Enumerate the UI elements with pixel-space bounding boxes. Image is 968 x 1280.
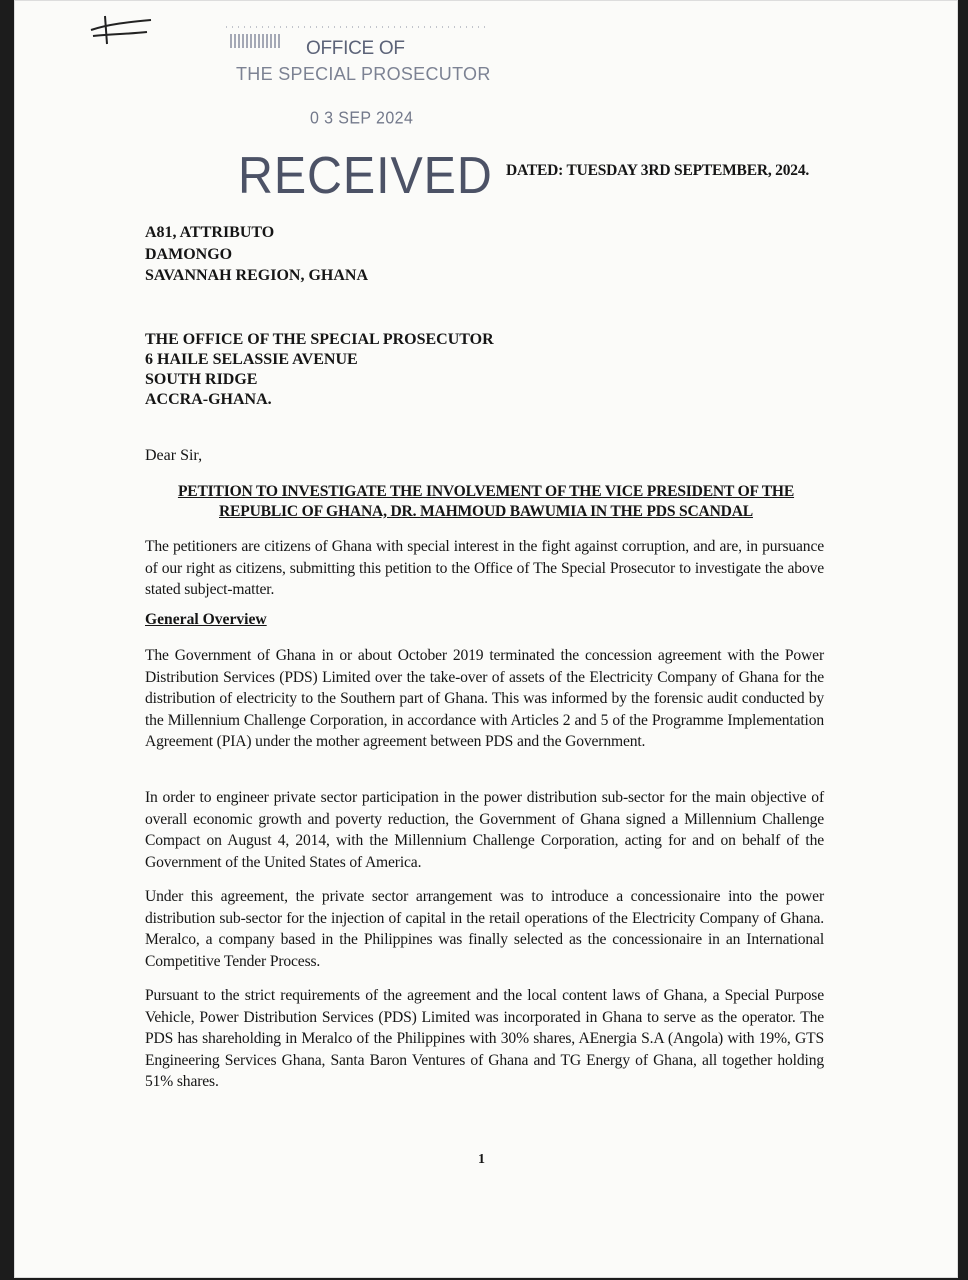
body-paragraph: Pursuant to the strict requirements of the agreement and the local content laws of Ghana, a Special Purpose Vehicle, Power Distribution Services (PDS) Limited was incorporated in Ghana to serve as the operator. The PDS has shareholding in Meralco of the Philippines with 30% shares, AEnergia S.A (Angola) with 19%, GTS Engineering Services Ghana, Santa Baron Ventures of Ghana and TG Energy of Ghana, all together holding 51% shares.	[145, 987, 824, 1090]
body-paragraph: Under this agreement, the private sector arrangement was to introduce a concessionaire into the power distribution sub-sector for the injection of capital in the retail operations of the Electricity Company of Ghana. Meralco, a company based in the Philippines was finally selected as the concessionaire in an International Competitive Tender Process.	[145, 888, 824, 970]
body-paragraph: The Government of Ghana in or about October 2019 terminated the concession agreement with the Power Distribution Services (PDS) Limited over the take-over of assets of the Electricity Company of Ghana for the distribution of electricity to the Southern part of Ghana. This was informed by the forensic audit conducted by the Millennium Challenge Corporation, in accordance with Articles 2 and 5 of the Programme Implementation Agreement (PIA) under the mother agreement between PDS and the Government.	[145, 647, 824, 750]
stamp-date: 0 3 SEP 2024	[310, 109, 414, 128]
body-paragraph: In order to engineer private sector participation in the power distribution sub-sector for the main objective of overall economic growth and poverty reduction, the Government of Ghana signed a Millennium Challenge Compact on August 4, 2014, with the Millennium Challenge Corporation, acting for and on behalf of the Government of the United States of America.	[145, 789, 824, 871]
sender-line: SAVANNAH REGION, GHANA	[145, 267, 368, 284]
stamp-smudge	[230, 34, 282, 48]
letter-date: DATED: TUESDAY 3RD SEPTEMBER, 2024.	[506, 162, 810, 179]
sender-address	[145, 222, 368, 287]
sender-line: DAMONGO	[145, 245, 233, 263]
page-number: 1	[478, 1152, 485, 1167]
recipient-line: 6 HAILE SELASSIE AVENUE	[145, 351, 358, 368]
recipient-line: SOUTH RIDGE	[145, 371, 258, 388]
stamp-office-line2: THE SPECIAL PROSECUTOR	[236, 64, 491, 84]
section-heading: General Overview	[145, 611, 267, 628]
subject-heading: PETITION TO INVESTIGATE THE INVOLVEMENT OF THE VICE PRESIDENT OF THE REPUBLIC OF GHANA, DR. MAHMOUD BAWUMIA IN THE PDS SCANDAL	[177, 483, 795, 520]
document-page	[14, 0, 958, 1278]
stamp-received: RECEIVED	[238, 147, 493, 205]
salutation: Dear Sir,	[145, 447, 203, 464]
sender-line: A81, ATTRIBUTO	[145, 224, 275, 241]
recipient-address	[145, 330, 494, 410]
recipient-line: THE OFFICE OF THE SPECIAL PROSECUTOR	[145, 331, 494, 348]
recipient-line: ACCRA-GHANA.	[145, 391, 272, 408]
handwritten-mark	[89, 10, 153, 46]
intro-paragraph: The petitioners are citizens of Ghana with special interest in the fight against corruption, and are, in pursuance of our right as citizens, submitting this petition to the Office of The Special Prosecutor to investigate the above stated subject-matter.	[145, 538, 824, 598]
stamp-office-line1: OFFICE OF	[306, 38, 405, 59]
stamp-border	[226, 26, 488, 28]
